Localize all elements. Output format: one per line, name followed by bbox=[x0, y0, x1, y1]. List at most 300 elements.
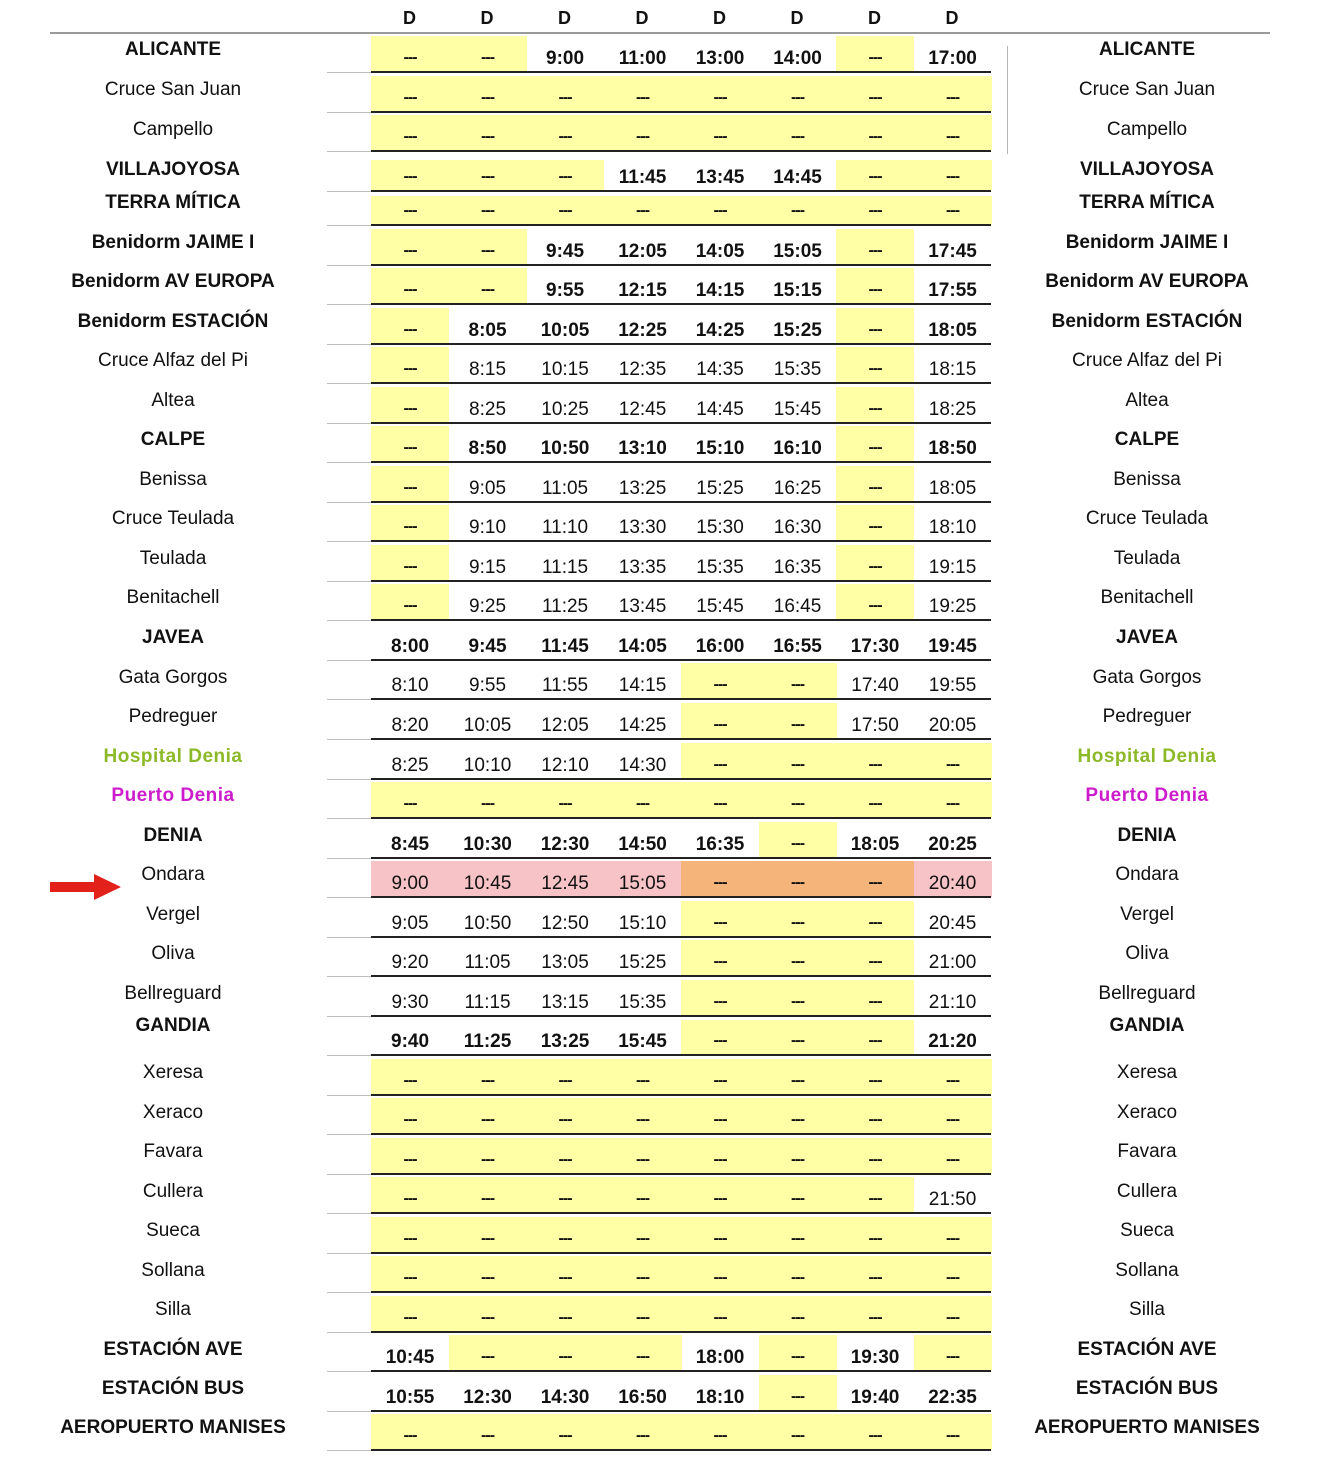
time-value: --- bbox=[713, 1309, 727, 1326]
time-cell bbox=[449, 1059, 527, 1095]
time-cell bbox=[449, 743, 527, 779]
time-cell bbox=[759, 308, 837, 344]
time-cell bbox=[604, 426, 682, 462]
stop-name-left: ESTACIÓN BUS bbox=[101, 1378, 245, 1399]
time-value: 13:15 bbox=[541, 992, 589, 1013]
row-rule bbox=[371, 1015, 991, 1017]
column-header: D bbox=[403, 8, 416, 28]
time-cell bbox=[681, 1059, 759, 1095]
time-cell bbox=[449, 160, 527, 191]
time-cell bbox=[681, 703, 759, 739]
time-value: 12:45 bbox=[618, 399, 667, 420]
stop-name-left: Favara bbox=[143, 1141, 203, 1162]
time-cell bbox=[604, 466, 682, 502]
time-value: --- bbox=[946, 128, 960, 145]
time-value: --- bbox=[946, 89, 960, 106]
time-value: --- bbox=[558, 795, 572, 812]
time-cell bbox=[836, 584, 914, 620]
time-value: 16:30 bbox=[773, 517, 822, 538]
time-value: --- bbox=[481, 242, 495, 259]
time-value: 9:15 bbox=[469, 557, 507, 578]
time-value: --- bbox=[868, 1032, 882, 1049]
time-cell bbox=[681, 505, 759, 541]
time-cell bbox=[681, 861, 759, 897]
time-value: --- bbox=[713, 1111, 727, 1128]
time-value: --- bbox=[636, 1151, 650, 1168]
row-rule bbox=[371, 190, 991, 192]
time-value: --- bbox=[791, 1190, 805, 1207]
time-value: --- bbox=[481, 1427, 495, 1444]
time-value: --- bbox=[558, 1111, 572, 1128]
time-cell bbox=[604, 1059, 682, 1095]
row-leader bbox=[327, 1332, 371, 1333]
time-value: --- bbox=[713, 89, 727, 106]
time-value: 14:15 bbox=[695, 280, 745, 301]
time-cell bbox=[604, 980, 682, 1016]
time-value: --- bbox=[481, 202, 495, 219]
time-cell bbox=[759, 268, 837, 304]
row-rule bbox=[371, 224, 991, 226]
time-cell bbox=[759, 663, 837, 699]
time-cell bbox=[449, 822, 527, 858]
stop-name-right: Ondara bbox=[1115, 864, 1179, 885]
row-leader bbox=[327, 344, 371, 345]
time-cell bbox=[449, 980, 527, 1016]
row-leader bbox=[327, 1253, 371, 1254]
time-cell bbox=[449, 940, 527, 976]
time-value: --- bbox=[868, 479, 882, 496]
time-value: --- bbox=[713, 874, 727, 891]
stop-name-right: Xeresa bbox=[1116, 1062, 1178, 1083]
time-value: 12:30 bbox=[463, 1387, 512, 1408]
time-cell bbox=[836, 36, 914, 72]
row-leader bbox=[327, 779, 371, 780]
stop-name-left: Cruce Alfaz del Pi bbox=[98, 350, 248, 371]
time-value: --- bbox=[481, 1190, 495, 1207]
time-value: 18:10 bbox=[695, 1387, 745, 1408]
stop-name-left: TERRA MÍTICA bbox=[105, 192, 241, 213]
time-cell bbox=[526, 940, 604, 976]
stop-name-left: GANDIA bbox=[135, 1015, 211, 1036]
time-value: 11:05 bbox=[541, 478, 589, 499]
time-value: --- bbox=[791, 914, 805, 931]
stop-name-left: Sueca bbox=[146, 1220, 200, 1241]
column-header: D bbox=[713, 8, 726, 28]
time-value: 18:10 bbox=[928, 517, 977, 538]
time-cell bbox=[449, 1217, 527, 1253]
time-value: 15:15 bbox=[773, 280, 822, 301]
time-cell bbox=[371, 505, 449, 541]
time-value: 11:45 bbox=[541, 636, 589, 657]
time-value: --- bbox=[868, 89, 882, 106]
time-cell bbox=[604, 268, 682, 304]
time-cell bbox=[836, 1217, 914, 1253]
time-value: 14:25 bbox=[618, 715, 667, 736]
time-cell bbox=[836, 115, 914, 151]
time-value: 14:00 bbox=[773, 48, 822, 69]
time-value: 14:35 bbox=[696, 359, 744, 380]
time-cell bbox=[759, 1217, 837, 1253]
time-cell bbox=[526, 196, 604, 225]
time-cell bbox=[604, 1098, 682, 1134]
time-value: --- bbox=[403, 1072, 417, 1089]
time-value: --- bbox=[481, 89, 495, 106]
row-leader bbox=[327, 1371, 371, 1372]
time-value: 14:50 bbox=[618, 834, 667, 855]
time-value: --- bbox=[868, 756, 882, 773]
time-value: 17:45 bbox=[928, 241, 977, 262]
time-cell bbox=[526, 782, 604, 818]
time-value: --- bbox=[868, 953, 882, 970]
time-cell bbox=[371, 703, 449, 739]
stop-name-left: Cullera bbox=[142, 1181, 204, 1202]
time-value: --- bbox=[791, 1309, 805, 1326]
time-value: 18:00 bbox=[695, 1347, 745, 1368]
time-cell bbox=[681, 1375, 759, 1411]
time-cell bbox=[914, 663, 992, 699]
time-cell bbox=[914, 1217, 992, 1253]
time-cell bbox=[759, 36, 837, 72]
time-cell bbox=[604, 36, 682, 72]
time-cell bbox=[759, 1296, 837, 1332]
time-value: --- bbox=[403, 281, 417, 298]
row-leader bbox=[327, 265, 371, 266]
time-cell bbox=[371, 1177, 449, 1213]
time-cell bbox=[449, 901, 527, 937]
time-cell bbox=[914, 1256, 992, 1292]
time-value: 9:55 bbox=[546, 280, 585, 301]
time-cell bbox=[681, 822, 759, 858]
time-cell bbox=[371, 822, 449, 858]
stop-name-right: Benitachell bbox=[1100, 587, 1194, 608]
time-value: 10:55 bbox=[385, 1387, 435, 1408]
stop-name-right: TERRA MÍTICA bbox=[1079, 192, 1215, 213]
time-value: 15:10 bbox=[695, 438, 745, 459]
time-cell bbox=[914, 545, 992, 581]
time-cell bbox=[526, 387, 604, 423]
time-value: 17:00 bbox=[928, 48, 977, 69]
time-value: --- bbox=[403, 1190, 417, 1207]
row-rule bbox=[371, 659, 991, 661]
time-value: --- bbox=[946, 1111, 960, 1128]
time-value: --- bbox=[403, 1230, 417, 1247]
time-value: --- bbox=[868, 281, 882, 298]
time-value: --- bbox=[481, 49, 495, 66]
time-value: --- bbox=[868, 558, 882, 575]
time-cell bbox=[759, 347, 837, 383]
stop-name-left: Campello bbox=[132, 119, 214, 140]
time-cell bbox=[604, 196, 682, 225]
row-rule bbox=[371, 1252, 991, 1254]
time-value: 17:50 bbox=[851, 715, 899, 736]
time-cell bbox=[914, 115, 992, 151]
time-value: --- bbox=[558, 89, 572, 106]
time-cell bbox=[914, 584, 992, 620]
time-value: --- bbox=[481, 281, 495, 298]
time-cell bbox=[371, 1256, 449, 1292]
time-value: --- bbox=[868, 128, 882, 145]
time-cell bbox=[371, 743, 449, 779]
time-value: 9:05 bbox=[469, 478, 507, 499]
time-cell bbox=[759, 624, 837, 660]
time-value: --- bbox=[868, 597, 882, 614]
column-header: D bbox=[790, 8, 804, 28]
time-cell bbox=[371, 308, 449, 344]
time-cell bbox=[371, 1059, 449, 1095]
time-value: --- bbox=[558, 1072, 572, 1089]
stop-name-left: Benitachell bbox=[126, 587, 220, 608]
time-cell bbox=[914, 901, 992, 937]
time-value: --- bbox=[791, 716, 805, 733]
row-rule bbox=[371, 111, 991, 113]
time-value: 15:35 bbox=[696, 557, 744, 578]
time-cell bbox=[526, 160, 604, 191]
time-cell bbox=[604, 1177, 682, 1213]
time-cell bbox=[604, 229, 682, 265]
time-cell bbox=[914, 268, 992, 304]
time-value: 8:50 bbox=[468, 438, 507, 459]
time-cell bbox=[449, 387, 527, 423]
time-cell bbox=[914, 229, 992, 265]
row-leader bbox=[327, 1174, 371, 1175]
time-value: --- bbox=[791, 202, 805, 219]
time-value: --- bbox=[791, 1230, 805, 1247]
time-cell bbox=[914, 1098, 992, 1134]
time-cell bbox=[681, 229, 759, 265]
row-rule bbox=[371, 896, 991, 898]
stop-name-left: CALPE bbox=[140, 429, 206, 450]
time-value: 9:00 bbox=[391, 873, 429, 894]
time-cell bbox=[371, 76, 449, 112]
time-value: 16:35 bbox=[773, 557, 822, 578]
time-cell bbox=[914, 1375, 992, 1411]
time-cell bbox=[371, 36, 449, 72]
stop-name-right: Silla bbox=[1129, 1299, 1165, 1320]
time-cell bbox=[681, 980, 759, 1016]
time-cell bbox=[759, 76, 837, 112]
time-value: 16:50 bbox=[618, 1387, 667, 1408]
time-cell bbox=[836, 1296, 914, 1332]
stop-name-right: Puerto Denia bbox=[1085, 785, 1209, 806]
row-rule bbox=[371, 1410, 991, 1412]
time-cell bbox=[526, 466, 604, 502]
time-value: 9:20 bbox=[391, 952, 429, 973]
time-cell bbox=[526, 743, 604, 779]
time-cell bbox=[604, 940, 682, 976]
time-cell bbox=[914, 1177, 992, 1213]
time-cell bbox=[449, 703, 527, 739]
time-cell bbox=[836, 703, 914, 739]
time-value: 10:25 bbox=[541, 399, 589, 420]
time-cell bbox=[681, 1217, 759, 1253]
stop-name-right: Benidorm ESTACIÓN bbox=[1051, 311, 1243, 332]
time-value: --- bbox=[403, 518, 417, 535]
time-value: --- bbox=[791, 89, 805, 106]
row-leader bbox=[327, 112, 371, 113]
time-cell bbox=[914, 76, 992, 112]
time-cell bbox=[604, 115, 682, 151]
time-cell bbox=[681, 76, 759, 112]
time-cell bbox=[449, 1414, 527, 1450]
time-cell bbox=[449, 1375, 527, 1411]
time-value: 13:10 bbox=[618, 438, 667, 459]
row-rule bbox=[371, 738, 991, 740]
time-value: 10:05 bbox=[463, 715, 512, 736]
time-cell bbox=[604, 861, 682, 897]
time-cell bbox=[681, 1256, 759, 1292]
time-value: 17:55 bbox=[928, 280, 977, 301]
time-cell bbox=[449, 308, 527, 344]
time-value: --- bbox=[403, 795, 417, 812]
time-cell bbox=[914, 940, 992, 976]
time-value: --- bbox=[403, 558, 417, 575]
time-cell bbox=[759, 1020, 837, 1055]
time-value: 9:40 bbox=[391, 1031, 430, 1052]
time-cell bbox=[371, 1335, 449, 1371]
time-value: 19:30 bbox=[850, 1347, 900, 1368]
time-cell bbox=[526, 1098, 604, 1134]
stop-name-right: Cruce San Juan bbox=[1078, 79, 1216, 100]
time-value: --- bbox=[403, 89, 417, 106]
time-value: --- bbox=[403, 1427, 417, 1444]
time-value: --- bbox=[791, 128, 805, 145]
row-rule bbox=[371, 264, 991, 266]
time-cell bbox=[681, 663, 759, 699]
time-cell bbox=[526, 426, 604, 462]
time-cell bbox=[371, 624, 449, 660]
time-cell bbox=[604, 743, 682, 779]
row-rule bbox=[371, 71, 991, 73]
time-cell bbox=[914, 196, 992, 225]
time-value: --- bbox=[481, 1072, 495, 1089]
time-cell bbox=[681, 115, 759, 151]
time-cell bbox=[836, 1059, 914, 1095]
time-value: --- bbox=[868, 1427, 882, 1444]
time-cell bbox=[449, 624, 527, 660]
row-leader bbox=[327, 1292, 371, 1293]
time-value: 8:05 bbox=[468, 320, 507, 341]
time-cell bbox=[681, 387, 759, 423]
time-cell bbox=[914, 1020, 992, 1055]
row-rule bbox=[371, 1291, 991, 1293]
time-value: 8:25 bbox=[391, 755, 429, 776]
time-cell bbox=[836, 1020, 914, 1055]
time-value: --- bbox=[636, 1427, 650, 1444]
time-cell bbox=[914, 387, 992, 423]
time-value: --- bbox=[791, 1269, 805, 1286]
time-cell bbox=[681, 426, 759, 462]
stop-name-right: Campello bbox=[1106, 119, 1188, 140]
time-value: --- bbox=[713, 795, 727, 812]
time-value: 15:10 bbox=[618, 913, 667, 934]
time-value: --- bbox=[481, 1269, 495, 1286]
time-cell bbox=[371, 1217, 449, 1253]
time-value: 18:05 bbox=[928, 320, 977, 341]
time-cell bbox=[526, 861, 604, 897]
time-value: --- bbox=[636, 1348, 650, 1365]
row-rule bbox=[371, 540, 991, 542]
stop-name-left: DENIA bbox=[143, 825, 203, 846]
time-cell bbox=[681, 584, 759, 620]
time-cell bbox=[526, 1177, 604, 1213]
time-value: --- bbox=[481, 168, 495, 185]
time-cell bbox=[759, 1177, 837, 1213]
stop-name-right: Gata Gorgos bbox=[1092, 667, 1202, 688]
time-value: 11:10 bbox=[541, 517, 589, 538]
time-cell bbox=[371, 347, 449, 383]
time-value: --- bbox=[713, 1151, 727, 1168]
time-cell bbox=[449, 1138, 527, 1174]
time-cell bbox=[914, 505, 992, 541]
time-value: 18:15 bbox=[928, 359, 977, 380]
time-value: --- bbox=[558, 168, 572, 185]
row-rule bbox=[371, 857, 991, 859]
stop-name-right: AEROPUERTO MANISES bbox=[1034, 1417, 1260, 1438]
time-value: --- bbox=[791, 993, 805, 1010]
row-leader bbox=[327, 304, 371, 305]
time-cell bbox=[836, 782, 914, 818]
row-rule bbox=[371, 422, 991, 424]
time-value: --- bbox=[868, 1151, 882, 1168]
stop-name-right: Pedreguer bbox=[1102, 706, 1192, 727]
stop-name-left: Cruce Teulada bbox=[111, 508, 235, 529]
time-value: --- bbox=[403, 597, 417, 614]
time-value: --- bbox=[713, 202, 727, 219]
row-leader bbox=[327, 660, 371, 661]
time-value: 11:45 bbox=[618, 167, 667, 188]
time-cell bbox=[604, 584, 682, 620]
row-leader bbox=[327, 976, 371, 977]
time-cell bbox=[526, 1335, 604, 1371]
time-cell bbox=[681, 782, 759, 818]
stop-name-right: Bellreguard bbox=[1098, 983, 1196, 1004]
row-leader bbox=[327, 1055, 371, 1056]
time-value: --- bbox=[868, 874, 882, 891]
time-value: --- bbox=[558, 1269, 572, 1286]
time-cell bbox=[526, 703, 604, 739]
time-cell bbox=[526, 1414, 604, 1450]
time-cell bbox=[449, 663, 527, 699]
time-value: 13:05 bbox=[541, 952, 589, 973]
time-cell bbox=[604, 1375, 682, 1411]
row-leader bbox=[327, 1095, 371, 1096]
time-value: 18:25 bbox=[928, 399, 977, 420]
row-rule bbox=[371, 1449, 991, 1451]
time-cell bbox=[604, 545, 682, 581]
time-value: 10:30 bbox=[463, 834, 512, 855]
column-header: D bbox=[945, 8, 959, 28]
time-cell bbox=[836, 1256, 914, 1292]
time-cell bbox=[371, 196, 449, 225]
time-cell bbox=[759, 115, 837, 151]
row-rule bbox=[371, 382, 991, 384]
time-cell bbox=[759, 703, 837, 739]
time-value: 15:05 bbox=[618, 873, 667, 894]
time-value: --- bbox=[558, 128, 572, 145]
time-value: 21:20 bbox=[928, 1031, 977, 1052]
time-value: 11:55 bbox=[541, 675, 589, 696]
time-cell bbox=[604, 1256, 682, 1292]
time-cell bbox=[759, 1335, 837, 1371]
time-value: --- bbox=[636, 795, 650, 812]
time-cell bbox=[836, 1138, 914, 1174]
time-value: 11:05 bbox=[464, 952, 511, 973]
time-cell bbox=[759, 387, 837, 423]
stop-name-left: ESTACIÓN AVE bbox=[103, 1339, 243, 1360]
time-value: --- bbox=[403, 400, 417, 417]
time-cell bbox=[449, 584, 527, 620]
time-cell bbox=[604, 160, 682, 191]
